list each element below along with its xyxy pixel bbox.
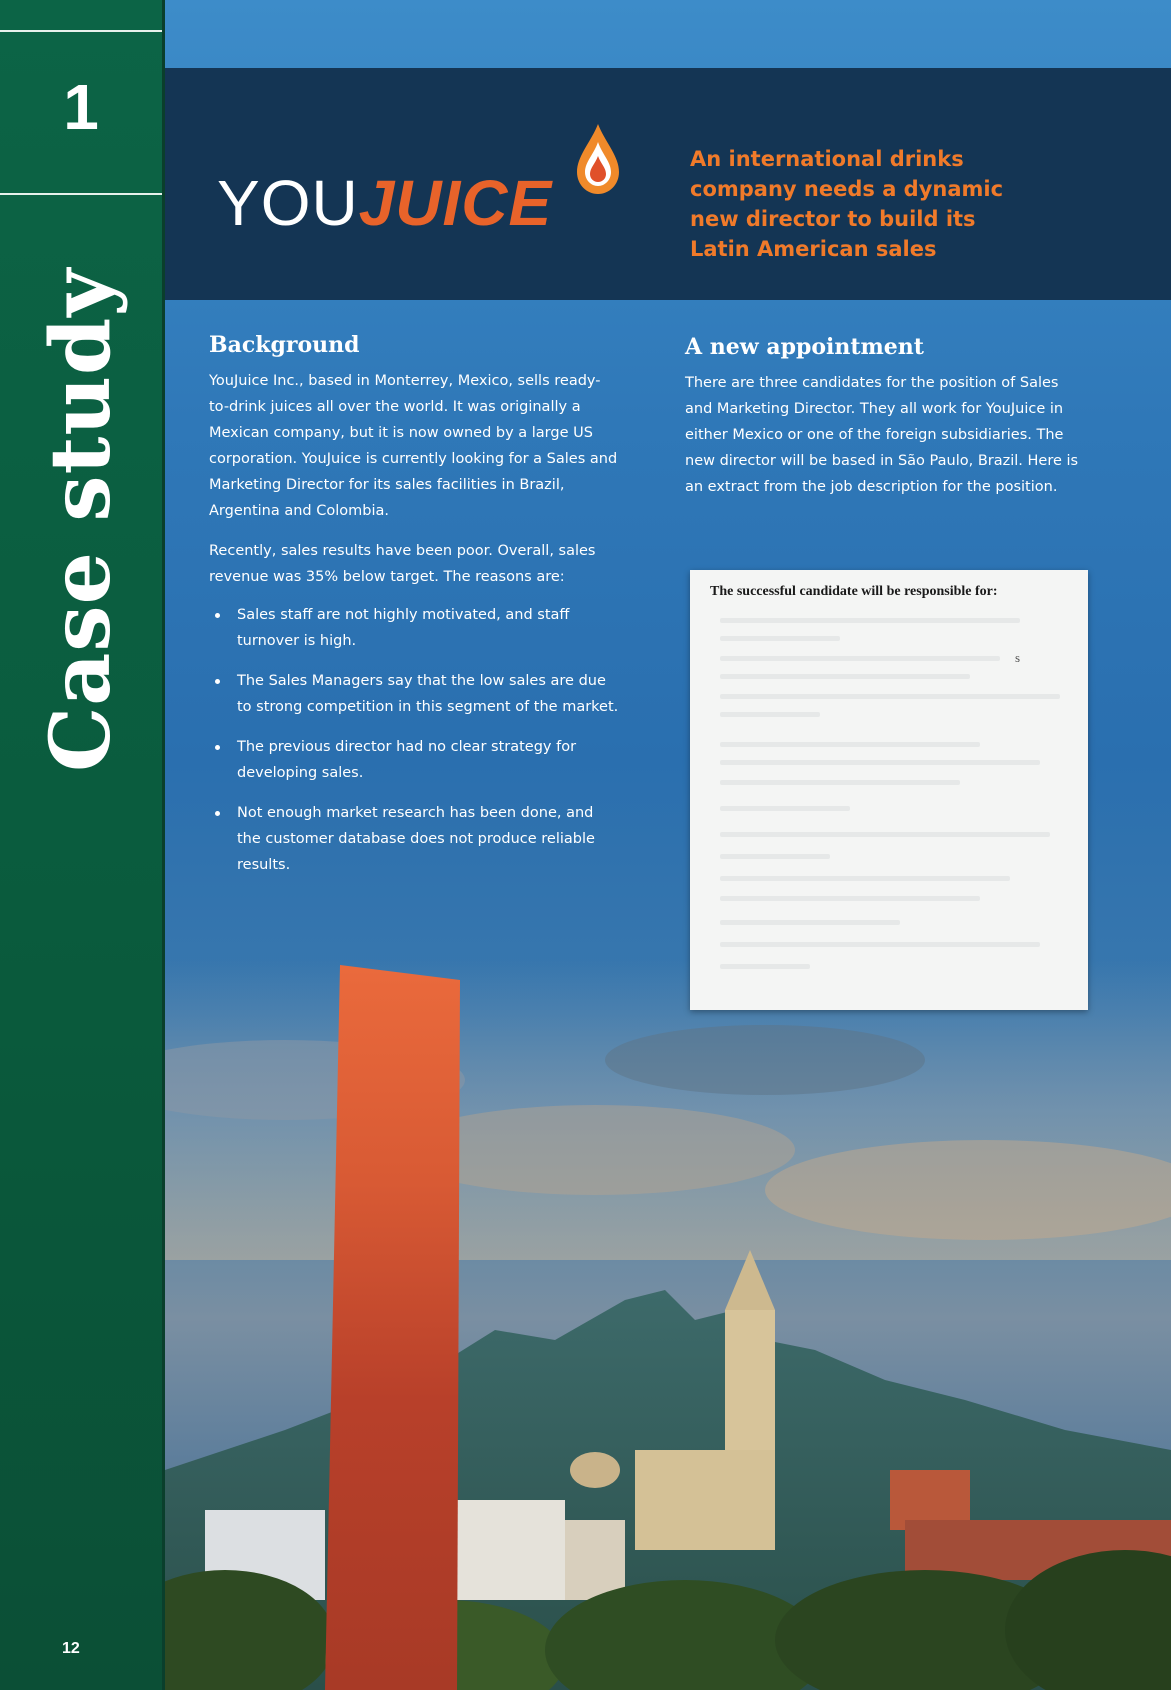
faded-line (720, 896, 980, 901)
bullet-icon (215, 613, 220, 618)
logo-juice-text: JUICE (358, 167, 553, 239)
reason-text: Not enough market research has been done, and the customer database does not produce reliable results. (237, 805, 595, 873)
faded-line (720, 760, 1040, 765)
faded-line (720, 832, 1050, 837)
main-photo-area (165, 0, 1171, 1690)
list-item (209, 734, 619, 786)
unit-number: 1 (63, 71, 99, 143)
bullet-icon (215, 811, 220, 816)
background-paragraph-1: YouJuice Inc., based in Monterrey, Mexico, sells ready-to-drink juices all over the world. It was originally a Mexican company, but it is now owned by a large US corporation. YouJuice is currently looking for a Sales and Marketing Director for its sales facilities in Brazil, Argentina and Colombia. (209, 373, 618, 519)
page-number: 12 (62, 1640, 80, 1657)
background-section (209, 332, 619, 892)
job-description-note (690, 570, 1088, 1010)
list-item (209, 668, 619, 720)
background-heading: Background (209, 332, 360, 358)
faded-line (720, 712, 820, 717)
faded-line (720, 920, 900, 925)
faded-line (720, 876, 1010, 881)
sidebar-divider-rule (0, 193, 162, 195)
list-item (209, 602, 619, 654)
faded-line (720, 806, 850, 811)
reason-text: The Sales Managers say that the low sales are due to strong competition in this segment of the market. (237, 673, 619, 715)
juice-drop-icon (575, 122, 621, 196)
case-study-label: Case study (33, 268, 129, 772)
reasons-list (209, 602, 619, 878)
stray-character: s (1015, 650, 1021, 665)
faded-line (720, 656, 1000, 661)
faded-line (720, 694, 1060, 699)
bullet-icon (215, 745, 220, 750)
faded-line (720, 742, 980, 747)
faded-line (720, 636, 840, 641)
tagline: An international drinks company needs a dynamic new director to build its Latin American sales (690, 147, 1004, 261)
faded-line (720, 854, 830, 859)
bullet-icon (215, 679, 220, 684)
list-item (209, 800, 619, 878)
reason-text: Sales staff are not highly motivated, and staff turnover is high. (237, 607, 570, 649)
youjuice-logo (217, 166, 552, 240)
reason-text: The previous director had no clear strategy for developing sales. (237, 739, 577, 781)
case-study-sidebar (0, 0, 165, 1690)
sidebar-top-rule (0, 30, 162, 32)
appointment-section (685, 334, 1085, 500)
faded-line (720, 618, 1020, 623)
faded-line (720, 942, 1040, 947)
job-description-heading: The successful candidate will be responsible for: (710, 584, 998, 599)
logo-you-text: YOU (217, 167, 359, 239)
faded-line (720, 674, 970, 679)
background-paragraph-2: Recently, sales results have been poor. Overall, sales revenue was 35% below target. The reasons are: (209, 543, 596, 585)
faded-line (720, 780, 960, 785)
faded-line (720, 964, 810, 969)
appointment-paragraph: There are three candidates for the position of Sales and Marketing Director. They all work for YouJuice in either Mexico or one of the foreign subsidiaries. The new director will be based in São Paulo, Brazil. Here is an extract from the job description for the position. (685, 375, 1079, 495)
appointment-heading: A new appointment (685, 334, 924, 360)
